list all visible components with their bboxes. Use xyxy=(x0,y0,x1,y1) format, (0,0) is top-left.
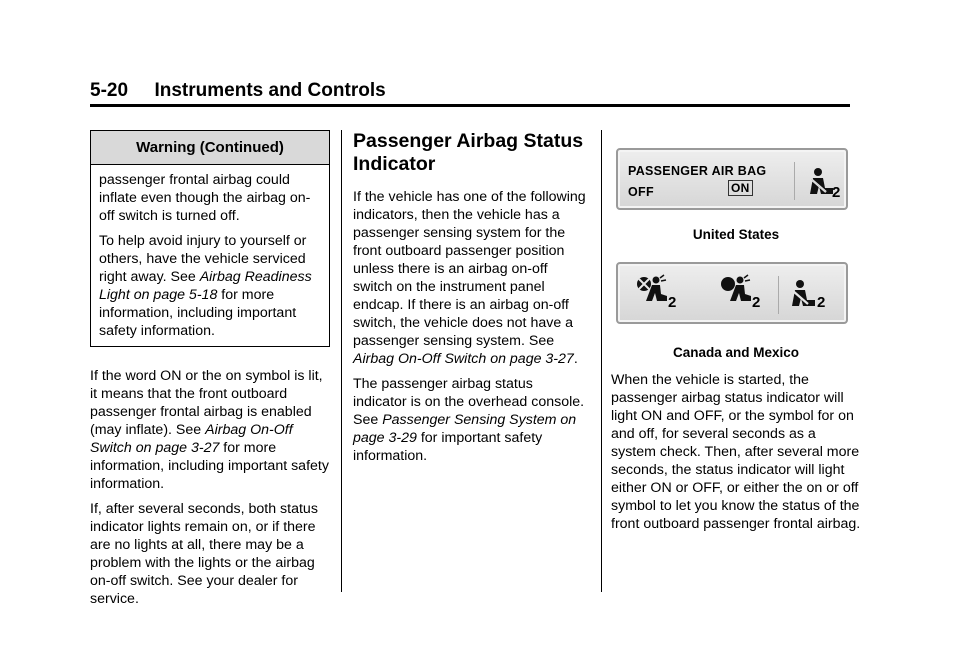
text: If the word ON or the on symbol is lit, it means that the front outboard passenger frontal airbag is enabled (may inflate). See xyxy=(90,368,323,438)
page-header xyxy=(90,80,850,107)
warning-paragraph: passenger frontal airbag could inflate even though the airbag on-off switch is turned off. xyxy=(99,172,311,224)
text: . xyxy=(573,351,578,367)
panel-title: PASSENGER AIR BAG xyxy=(628,164,767,178)
text: The passenger airbag status indicator is on the overhead console. See xyxy=(353,376,585,428)
text: for more information, including important safety information. xyxy=(90,440,329,492)
panel-divider xyxy=(778,276,779,314)
paragraph xyxy=(90,367,330,493)
seat-number: 2 xyxy=(832,184,841,201)
column-divider xyxy=(341,130,342,592)
warning-title: Warning (Continued) xyxy=(91,131,329,165)
column-1 xyxy=(90,130,330,615)
column-divider xyxy=(601,130,602,592)
text: for important safety information. xyxy=(353,430,543,464)
warning-box xyxy=(90,130,330,347)
body-text xyxy=(90,367,330,608)
panel-divider xyxy=(794,162,795,200)
cross-reference-link[interactable]: Airbag Readiness Light on page 5-18 xyxy=(99,269,312,303)
text: for more information, including important safety information. xyxy=(99,287,297,339)
paragraph: If, after several seconds, both status indicator lights remain on, or if there are no lights at all, there may be a problem with the lights or the airbag on-off switch. See your dealer for service. xyxy=(90,501,318,607)
paragraph xyxy=(353,188,589,368)
off-label: OFF xyxy=(628,185,654,199)
warning-body xyxy=(91,165,329,346)
section-title: Instruments and Controls xyxy=(154,80,386,101)
paragraph xyxy=(353,375,589,465)
indicator-panel-canada-mexico xyxy=(616,262,848,324)
cross-reference-link[interactable]: Airbag On-Off Switch on page 3-27 xyxy=(353,351,574,367)
text: If the vehicle has one of the following indicators, then the vehicle has a passenger sensing system for the front outboard passenger position unless there is an airbag on-off switch on the instrument panel endcap. If there is an airbag on-off switch, the vehicle does not have a passenger sensing system. See xyxy=(353,189,586,349)
paragraph: When the vehicle is started, the passenger airbag status indicator will light ON and OFF, or the symbol for on and off, for several seconds as a system check. Then, after several more seconds, the status indicator will light either ON or OFF, or either the on or off symbol to let you know the status of the front outboard passenger frontal airbag. xyxy=(611,372,861,532)
seat-number: 2 xyxy=(817,294,826,311)
page-number: 5-20 xyxy=(90,80,129,101)
column-3 xyxy=(611,130,861,540)
figure-caption: United States xyxy=(692,227,780,242)
text: To help avoid injury to yourself or others, have the vehicle serviced right away. See xyxy=(99,233,307,285)
section-heading: Passenger Airbag Status Indicator xyxy=(353,130,584,175)
indicator-panel-us xyxy=(616,148,848,210)
figure-caption: Canada and Mexico xyxy=(672,345,800,360)
on-label: ON xyxy=(728,180,753,196)
seat-number: 2 xyxy=(752,294,761,311)
warning-paragraph xyxy=(99,232,321,340)
cross-reference-link[interactable]: Airbag On-Off Switch on page 3-27 xyxy=(90,422,293,456)
column-2 xyxy=(353,130,589,472)
seat-number: 2 xyxy=(668,294,677,311)
cross-reference-link[interactable]: Passenger Sensing System on page 3-29 xyxy=(353,412,577,446)
